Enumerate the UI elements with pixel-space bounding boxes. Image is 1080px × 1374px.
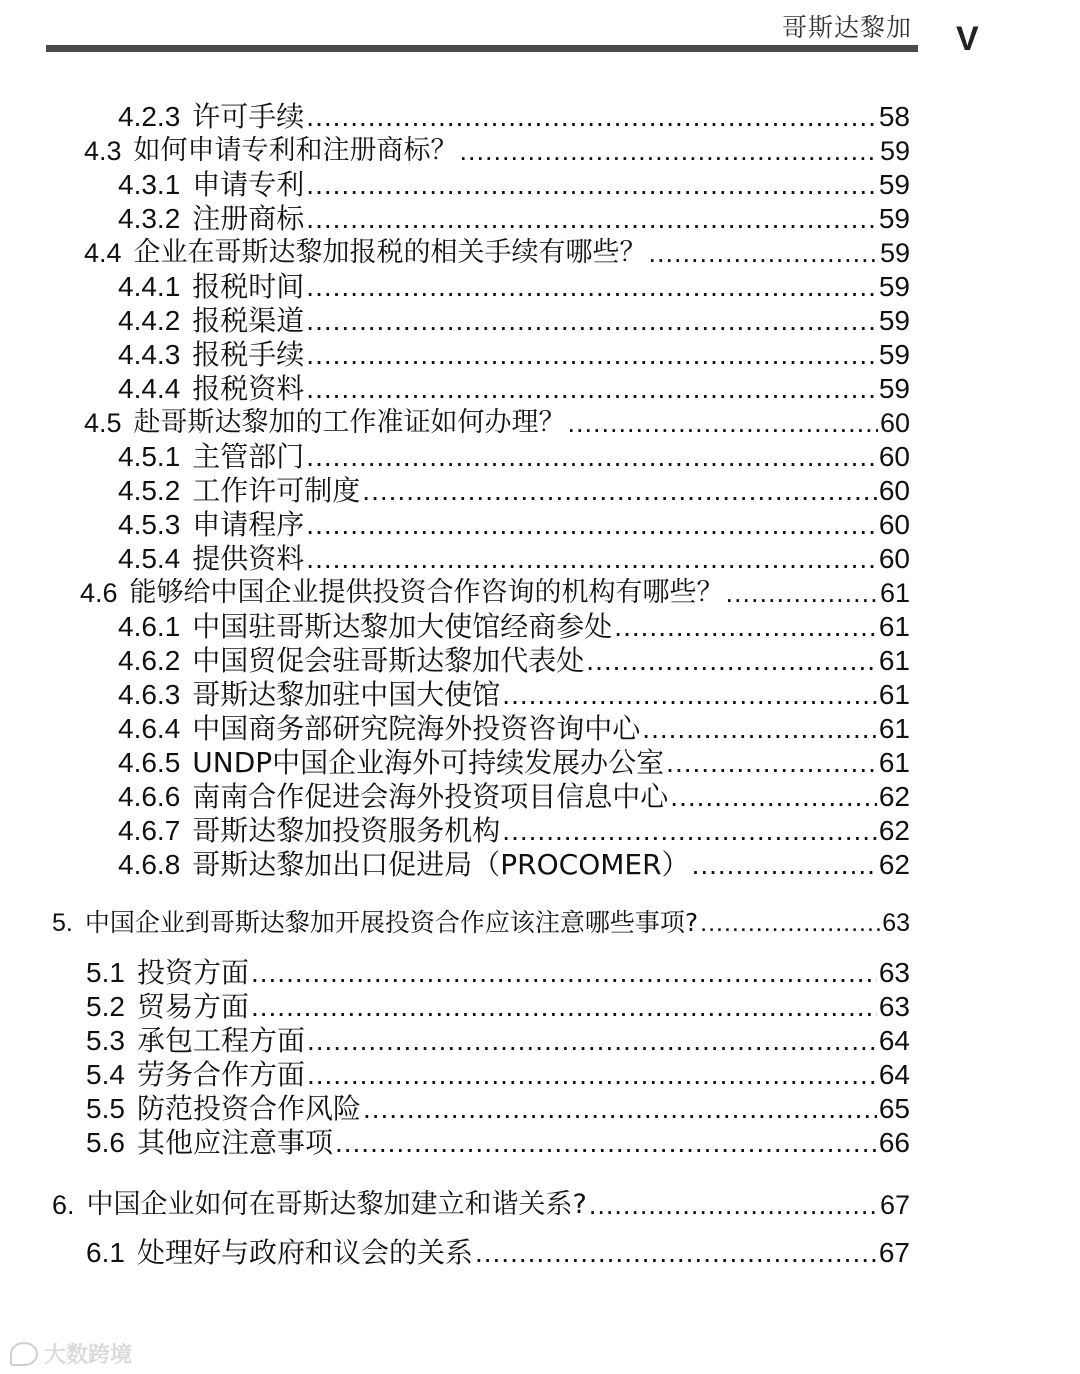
toc-entry[interactable]	[84, 134, 910, 168]
toc-entry-title: UNDP中国企业海外可持续发展办公室	[192, 746, 665, 779]
toc-entry-page: 61	[878, 713, 910, 744]
toc-entry-leader-dots	[726, 576, 878, 610]
toc-entry-leader-dots	[251, 990, 877, 1024]
toc-entry-number: 4.6.2	[118, 645, 181, 676]
toc-entry-leader-dots	[306, 168, 877, 202]
toc-entry-number: 5.6	[86, 1127, 125, 1158]
toc-entry-leader-dots	[568, 406, 878, 440]
toc-entry-leader-dots	[700, 906, 880, 940]
toc-entry[interactable]	[118, 168, 910, 202]
toc-entry-page: 65	[878, 1093, 910, 1124]
toc-entry[interactable]	[118, 644, 910, 678]
toc-entry-number: 5.4	[86, 1059, 125, 1090]
toc-entry[interactable]	[118, 746, 910, 780]
toc-entry[interactable]	[118, 440, 910, 474]
toc-entry-title: 中国贸促会驻哥斯达黎加代表处	[192, 644, 585, 677]
toc-entry-leader-dots	[306, 542, 877, 576]
toc-entry-title: 哥斯达黎加出口促进局（PROCOMER）	[192, 848, 690, 881]
toc-entry-page: 61	[878, 747, 910, 778]
toc-entry-number: 4.6.4	[118, 713, 181, 744]
toc-entry-page: 59	[878, 169, 910, 200]
watermark-text: 大数跨境	[44, 1343, 133, 1368]
toc-entry-number: 4.4.1	[118, 271, 181, 302]
toc-entry-number: 4.6.6	[118, 781, 181, 812]
toc-entry[interactable]	[86, 1058, 910, 1092]
toc-entry[interactable]	[118, 508, 910, 542]
toc-entry[interactable]	[118, 610, 910, 644]
toc-entry-page: 63	[878, 957, 910, 988]
toc-entry[interactable]	[86, 956, 910, 990]
toc-entry-number: 4.6.1	[118, 611, 181, 642]
toc-entry-leader-dots	[614, 610, 877, 644]
toc-entry-page: 62	[878, 781, 910, 812]
toc-entry-title: 报税资料	[192, 372, 305, 405]
toc-entry[interactable]	[86, 1024, 910, 1058]
toc-entry-leader-dots	[642, 712, 877, 746]
toc-entry-leader-dots	[251, 956, 877, 990]
toc-entry-leader-dots	[306, 202, 877, 236]
toc-entry-leader-dots	[306, 440, 877, 474]
toc-entry-title: 投资方面	[136, 956, 249, 989]
toc-entry-leader-dots	[589, 1188, 878, 1222]
toc-entry[interactable]	[84, 236, 910, 270]
page-number: V	[956, 20, 979, 58]
toc-entry[interactable]	[118, 780, 910, 814]
toc-entry-number: 4.5.1	[118, 441, 181, 472]
toc-entry-number: 4.4.4	[118, 373, 181, 404]
toc-entry-page: 61	[878, 645, 910, 676]
toc-entry-leader-dots	[670, 780, 877, 814]
toc-entry-title: 报税渠道	[192, 304, 305, 337]
toc-entry-title: 企业在哥斯达黎加报税的相关手续有哪些？	[133, 237, 647, 268]
toc-entry-leader-dots	[362, 474, 877, 508]
toc-entry-page: 63	[882, 909, 910, 937]
toc-entry-title: 其他应注意事项	[136, 1126, 333, 1159]
toc-entry-title: 处理好与政府和议会的关系	[136, 1236, 473, 1269]
watermark	[10, 1338, 132, 1369]
toc-entry-number: 5.2	[86, 991, 125, 1022]
toc-entry-number: 5.5	[86, 1093, 125, 1124]
toc-entry-page: 60	[878, 509, 910, 540]
toc-entry-title: 哥斯达黎加驻中国大使馆	[192, 678, 501, 711]
toc-entry[interactable]	[84, 406, 910, 440]
toc-entry-page: 60	[879, 408, 910, 438]
toc-entry-page: 61	[879, 578, 910, 608]
toc-entry-number: 6.1	[86, 1237, 125, 1268]
toc-entry-page: 59	[878, 203, 910, 234]
toc-entry[interactable]	[118, 474, 910, 508]
toc-entry[interactable]	[80, 576, 910, 610]
toc-entry-title: 贸易方面	[136, 990, 249, 1023]
toc-entry-page: 66	[878, 1127, 910, 1158]
toc-entry-page: 61	[878, 679, 910, 710]
toc-entry-leader-dots	[460, 134, 878, 168]
toc-entry-leader-dots	[306, 338, 877, 372]
toc-entry-title: 南南合作促进会海外投资项目信息中心	[192, 780, 669, 813]
toc-entry-number: 4.3.2	[118, 203, 181, 234]
toc-entry-page: 60	[878, 475, 910, 506]
toc-entry-number: 4.6.3	[118, 679, 181, 710]
toc-entry[interactable]	[118, 372, 910, 406]
toc-entry-number: 4.5.3	[118, 509, 181, 540]
toc-entry[interactable]	[118, 542, 910, 576]
toc-entry-title: 能够给中国企业提供投资合作咨询的机构有哪些？	[129, 577, 724, 608]
toc-entry-page: 58	[878, 101, 910, 132]
toc-entry-number: 4.4.3	[118, 339, 181, 370]
toc-entry-title: 工作许可制度	[192, 474, 361, 507]
toc-entry-title: 劳务合作方面	[136, 1058, 305, 1091]
toc-entry[interactable]	[118, 814, 910, 848]
toc-entry-number: 4.6	[80, 578, 118, 608]
watermark-logo-icon	[10, 1342, 38, 1366]
toc-entry-page: 59	[879, 238, 910, 268]
toc-entry-page: 64	[878, 1025, 910, 1056]
toc-entry[interactable]	[118, 678, 910, 712]
toc-entry-title: 赴哥斯达黎加的工作准证如何办理？	[133, 407, 566, 438]
toc-entry-number: 5.1	[86, 957, 125, 988]
toc-entry-leader-dots	[306, 304, 877, 338]
toc-entry-page: 59	[878, 271, 910, 302]
toc-entry-page: 59	[878, 305, 910, 336]
toc-entry-page: 60	[878, 441, 910, 472]
toc-entry[interactable]	[86, 1236, 910, 1270]
toc-entry[interactable]	[52, 1188, 910, 1222]
toc-entry-number: 6.	[52, 1190, 75, 1220]
toc-entry-page: 62	[878, 849, 910, 880]
toc-entry[interactable]	[86, 990, 910, 1024]
toc-entry-title: 提供资料	[192, 542, 305, 575]
toc-entry-page: 62	[878, 815, 910, 846]
toc-entry-title: 许可手续	[192, 100, 305, 133]
toc-entry-leader-dots	[306, 270, 877, 304]
toc-entry-number: 4.6.7	[118, 815, 181, 846]
toc-entry-title: 报税手续	[192, 338, 305, 371]
toc-entry[interactable]	[118, 712, 910, 746]
toc-entry-number: 4.3.1	[118, 169, 181, 200]
toc-entry-leader-dots	[692, 848, 877, 882]
toc-entry-page: 60	[878, 543, 910, 574]
toc-entry-page: 59	[878, 373, 910, 404]
toc-entry-leader-dots	[649, 236, 878, 270]
toc-entry-leader-dots	[306, 100, 877, 134]
toc-entry-title: 报税时间	[192, 270, 305, 303]
toc-entry-page: 64	[878, 1059, 910, 1090]
toc-entry[interactable]	[86, 1092, 910, 1126]
header-rule	[46, 45, 918, 52]
toc-entry-number: 4.4	[84, 238, 122, 268]
toc-entry-number: 4.3	[84, 136, 122, 166]
toc-entry-leader-dots	[475, 1236, 877, 1270]
toc-entry-page: 59	[878, 339, 910, 370]
toc-entry-number: 4.5	[84, 408, 122, 438]
toc-entry-title: 如何申请专利和注册商标？	[133, 135, 458, 166]
toc-entry-title: 中国商务部研究院海外投资咨询中心	[192, 712, 641, 745]
toc-entry[interactable]	[86, 1126, 910, 1160]
toc-entry-title: 防范投资合作风险	[136, 1092, 361, 1125]
toc-entry-title: 申请程序	[192, 508, 305, 541]
toc-entry[interactable]	[118, 100, 910, 134]
toc-entry-leader-dots	[335, 1126, 877, 1160]
toc-entry[interactable]	[118, 304, 910, 338]
toc-entry-title: 承包工程方面	[136, 1024, 305, 1057]
toc-entry-leader-dots	[502, 814, 877, 848]
running-header-title: 哥斯达黎加	[781, 13, 912, 42]
toc-entry-title: 中国驻哥斯达黎加大使馆经商参处	[192, 610, 613, 643]
toc-entry-number: 5.	[52, 909, 73, 937]
toc-entry-title: 注册商标	[192, 202, 305, 235]
toc-entry-title: 中国企业如何在哥斯达黎加建立和谐关系?	[86, 1189, 587, 1220]
toc-entry[interactable]	[52, 906, 910, 940]
toc-entry-title: 哥斯达黎加投资服务机构	[192, 814, 501, 847]
toc-entry-page: 67	[878, 1237, 910, 1268]
toc-entry[interactable]	[118, 202, 910, 236]
toc-entry-leader-dots	[307, 1058, 877, 1092]
toc-entry[interactable]	[118, 270, 910, 304]
toc-entry-leader-dots	[363, 1092, 877, 1126]
toc-entry-leader-dots	[307, 1024, 877, 1058]
toc-entry-number: 4.6.8	[118, 849, 181, 880]
toc-entry-leader-dots	[502, 678, 877, 712]
toc-entry-leader-dots	[666, 746, 877, 780]
toc-entry-leader-dots	[306, 508, 877, 542]
toc-entry-number: 4.5.4	[118, 543, 181, 574]
toc-entry[interactable]	[118, 338, 910, 372]
toc-entry-title: 中国企业到哥斯达黎加开展投资合作应该注意哪些事项?	[84, 908, 699, 937]
toc-entry-leader-dots	[306, 372, 877, 406]
toc-entry-number: 5.3	[86, 1025, 125, 1056]
toc-entry[interactable]	[118, 848, 910, 882]
toc-entry-page: 63	[878, 991, 910, 1022]
toc-entry-page: 67	[879, 1190, 910, 1220]
toc-entry-title: 主管部门	[192, 440, 305, 473]
toc-entry-page: 59	[879, 136, 910, 166]
toc-entry-title: 申请专利	[192, 168, 305, 201]
toc-entry-number: 4.2.3	[118, 101, 181, 132]
toc-entry-leader-dots	[586, 644, 877, 678]
toc-entry-number: 4.4.2	[118, 305, 181, 336]
toc-entry-page: 61	[878, 611, 910, 642]
toc-entry-number: 4.6.5	[118, 747, 181, 778]
toc-entry-number: 4.5.2	[118, 475, 181, 506]
